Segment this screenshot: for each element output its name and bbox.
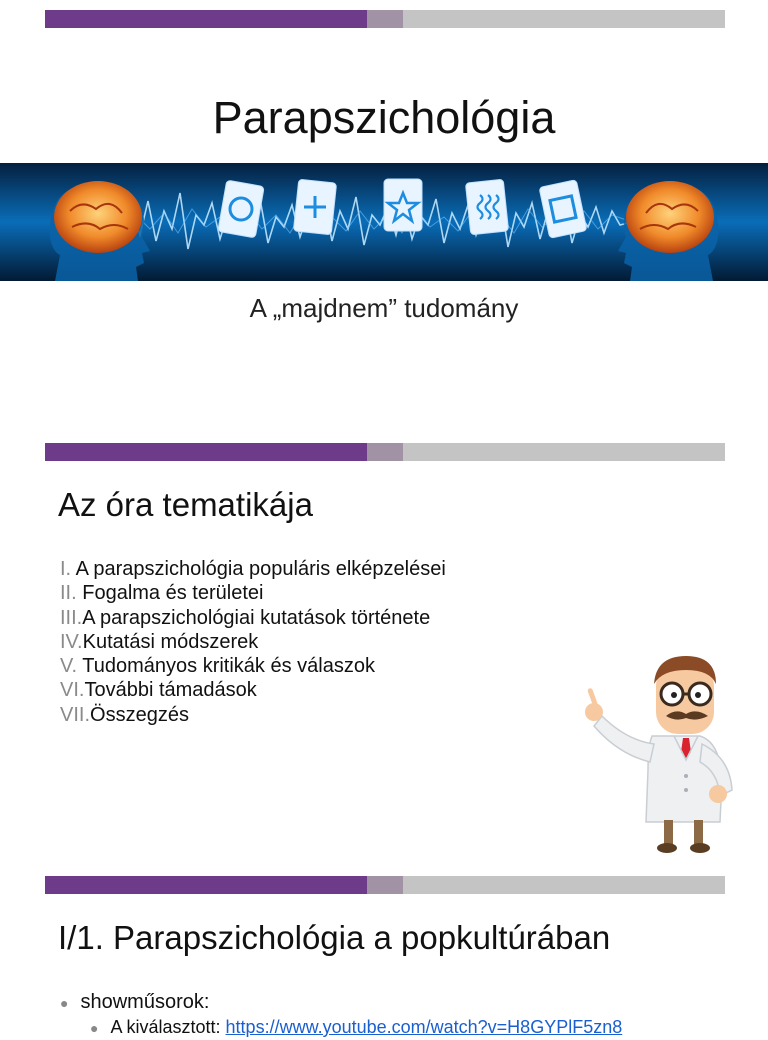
slide2-header-bar	[45, 443, 725, 461]
list-item: VII.Összegzés	[60, 703, 189, 726]
slide2-title: Az óra tematikája	[58, 486, 313, 523]
list-item: III.A parapszichológiai kutatások története	[60, 606, 431, 629]
youtube-link[interactable]: https://www.youtube.com/watch?v=H8GYPlF5zn8	[225, 1017, 623, 1037]
brain-wave-banner	[0, 163, 768, 281]
list-item: I. A parapszichológia populáris elképzelései	[60, 558, 446, 580]
list-item: ● A kiválasztott: https://www.youtube.com/watch?v=H8GYPlF5zn8	[90, 1017, 623, 1037]
list-item: VI.További támadások	[60, 679, 257, 702]
slide3-header-bar	[45, 876, 725, 894]
professor-illustration	[570, 650, 750, 860]
topic-list	[60, 557, 446, 727]
bullet-icon: ●	[90, 1020, 99, 1036]
slide3-bullets	[60, 990, 622, 1040]
slide3-title: I/1. Parapszichológia a popkultúrában	[58, 919, 611, 956]
list-item: IV.Kutatási módszerek	[60, 630, 259, 653]
slide1-subtitle: A „majdnem” tudomány	[249, 293, 519, 323]
slide1-header-bar	[45, 10, 725, 28]
slide1-title: Parapszichológia	[212, 92, 556, 143]
list-item: ● showműsorok:	[60, 991, 210, 1013]
bullet-icon: ●	[60, 995, 69, 1011]
list-item: II. Fogalma és területei	[60, 582, 264, 605]
list-item: V. Tudományos kritikák és válaszok	[60, 655, 375, 678]
